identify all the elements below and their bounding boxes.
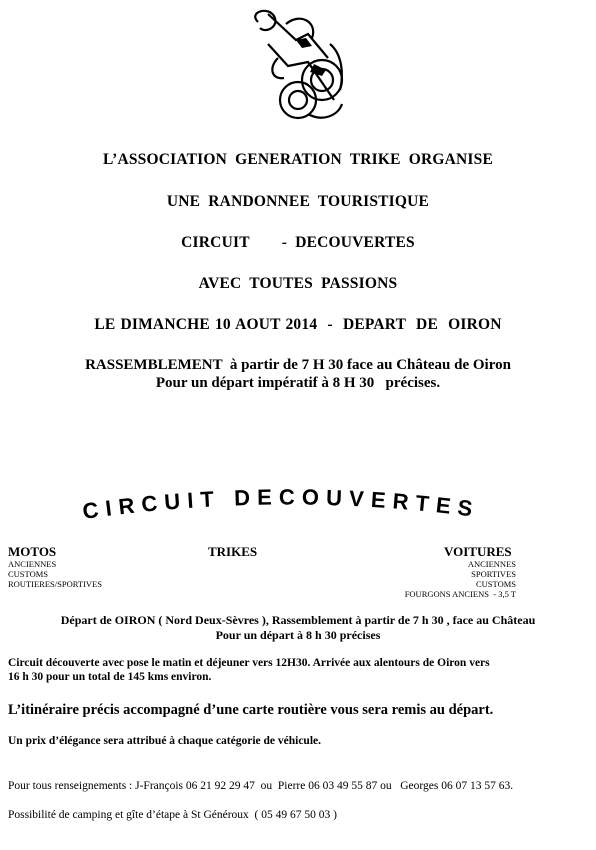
motos-title: MOTOS xyxy=(8,544,57,559)
voitures-item: SPORTIVES xyxy=(471,569,516,579)
trike-logo xyxy=(238,4,354,130)
trikes-title: TRIKES xyxy=(208,544,258,559)
voitures-item: ANCIENNES xyxy=(467,559,516,569)
heading-date: LE DIMANCHE 10 AOUT 2014 - DEPART DE OIRON xyxy=(94,316,502,333)
motos-item: ANCIENNES xyxy=(8,559,57,569)
itineraire-text: L’itinéraire précis accompagné d’une carte routière vous sera remis au départ. xyxy=(8,702,494,718)
contacts-text: Pour tous renseignements : J-François 06 21 92 29 47 ou Pierre 06 03 49 55 87 ou Georges 06 07 13 57 63. xyxy=(8,780,514,792)
rassemblement-line-1: RASSEMBLEMENT à partir de 7 H 30 face au Château de Oiron xyxy=(85,357,511,373)
circuit-info-line-1: Circuit découverte avec pose le matin et déjeuner vers 12H30. Arrivée aux alentours de Oiron vers xyxy=(8,657,490,669)
circuit-decouvertes-banner xyxy=(56,486,506,528)
heading-passions: AVEC TOUTES PASSIONS xyxy=(198,275,398,292)
rassemblement-line-2: Pour un départ impératif à 8 H 30 précises. xyxy=(155,375,441,391)
voitures-list xyxy=(380,559,516,599)
heading-association: L’ASSOCIATION GENERATION TRIKE ORGANISE xyxy=(102,151,494,168)
circuit-info-line-2: 16 h 30 pour un total de 145 kms environ. xyxy=(8,671,212,683)
motos-list xyxy=(8,559,102,589)
depart-line-1: Départ de OIRON ( Nord Deux-Sèvres ), Rassemblement à partir de 7 h 30 , face au Château xyxy=(60,613,536,627)
depart-line-2: Pour un départ à 8 h 30 précises xyxy=(215,628,381,642)
heading-circuit: CIRCUIT - DECOUVERTES xyxy=(181,234,415,251)
camping-text: Possibilité de camping et gîte d’étape à St Généroux ( 05 49 67 50 03 ) xyxy=(8,809,337,821)
banner-text: CIRCUIT DECOUVERTES xyxy=(80,486,481,524)
svg-text:CIRCUIT DECOUVERTES xyxy=(81,486,481,524)
voitures-item: FOURGONS ANCIENS - 3,5 T xyxy=(404,589,516,599)
heading-randonnee: UNE RANDONNEE TOURISTIQUE xyxy=(166,193,430,210)
motos-item: ROUTIERES/SPORTIVES xyxy=(8,579,102,589)
voitures-item: CUSTOMS xyxy=(476,579,516,589)
motos-item: CUSTOMS xyxy=(8,569,48,579)
prix-text: Un prix d’élégance sera attribué à chaque catégorie de véhicule. xyxy=(8,735,321,747)
voitures-title: VOITURES xyxy=(444,544,512,559)
